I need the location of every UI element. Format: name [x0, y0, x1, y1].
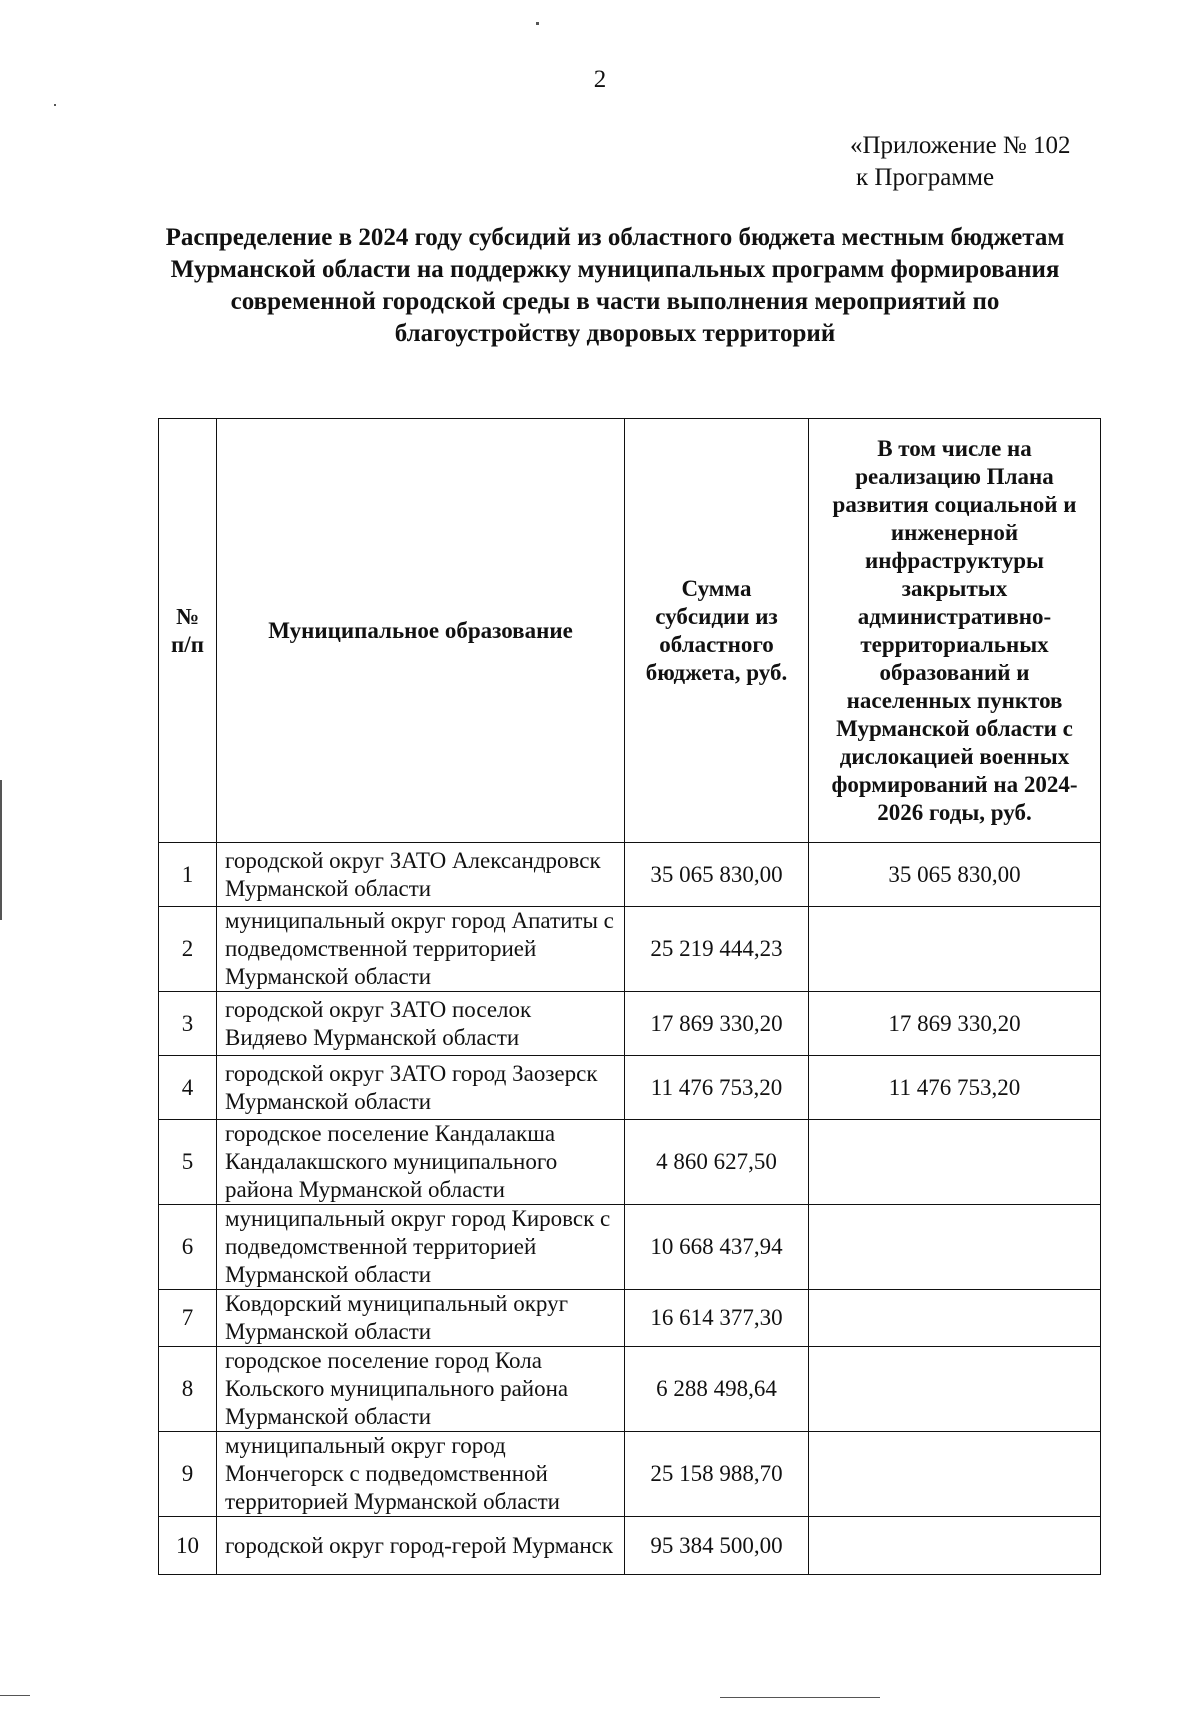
row-including — [809, 907, 1101, 992]
row-municipality: городской округ ЗАТО Александровск Мурманской области — [217, 843, 625, 907]
table-row — [159, 843, 1101, 907]
document-title: Распределение в 2024 году субсидий из областного бюджета местным бюджетам Мурманской области на поддержку муниципальных программ формирования современной городской среды в части выполнения мероприятий по благоустройству дворовых территорий — [165, 224, 1065, 347]
row-municipality: муниципальный округ город Апатиты с подведомственной территорией Мурманской области — [217, 907, 625, 992]
row-number: 3 — [159, 992, 217, 1056]
scan-mark — [0, 1695, 30, 1696]
row-including — [809, 1120, 1101, 1205]
subsidy-table — [158, 418, 1101, 1575]
table-row — [159, 1432, 1101, 1517]
row-subsidy-sum: 11 476 753,20 — [625, 1056, 809, 1120]
row-including — [809, 1517, 1101, 1575]
header-including: В том числе на реализацию Плана развития социальной и инженерной инфраструктуры закрытых административно-территориальных образований и населенных пунктов Мурманской области с дислокацией военных формирований на 2024-2026 годы, руб. — [809, 419, 1101, 843]
scan-mark — [536, 22, 539, 25]
row-number: 9 — [159, 1432, 217, 1517]
header-municipality: Муниципальное образование — [217, 419, 625, 843]
row-subsidy-sum: 35 065 830,00 — [625, 843, 809, 907]
row-subsidy-sum: 16 614 377,30 — [625, 1290, 809, 1347]
row-number: 2 — [159, 907, 217, 992]
row-including: 35 065 830,00 — [809, 843, 1101, 907]
row-subsidy-sum: 25 158 988,70 — [625, 1432, 809, 1517]
annex-line-1: «Приложение № 102 — [850, 132, 1071, 159]
page-number: 2 — [593, 66, 607, 93]
header-number: № п/п — [159, 419, 217, 843]
row-including: 11 476 753,20 — [809, 1056, 1101, 1120]
table-header-row — [159, 419, 1101, 843]
table-row — [159, 1517, 1101, 1575]
row-including — [809, 1205, 1101, 1290]
row-municipality: муниципальный округ город Мончегорск с подведомственной территорией Мурманской области — [217, 1432, 625, 1517]
row-subsidy-sum: 6 288 498,64 — [625, 1347, 809, 1432]
row-subsidy-sum: 4 860 627,50 — [625, 1120, 809, 1205]
row-number: 6 — [159, 1205, 217, 1290]
table-row — [159, 1205, 1101, 1290]
row-municipality: городское поселение город Кола Кольского муниципального района Мурманской области — [217, 1347, 625, 1432]
row-subsidy-sum: 25 219 444,23 — [625, 907, 809, 992]
row-including — [809, 1432, 1101, 1517]
header-subsidy-sum: Сумма субсидии из областного бюджета, руб. — [625, 419, 809, 843]
row-including — [809, 1347, 1101, 1432]
row-municipality: городской округ ЗАТО город Заозерск Мурманской области — [217, 1056, 625, 1120]
row-including — [809, 1290, 1101, 1347]
table-row — [159, 1347, 1101, 1432]
row-subsidy-sum: 10 668 437,94 — [625, 1205, 809, 1290]
row-number: 1 — [159, 843, 217, 907]
scan-mark — [54, 104, 56, 106]
table-row — [159, 992, 1101, 1056]
scan-mark — [0, 780, 2, 920]
annex-line-2: к Программе — [856, 164, 995, 191]
row-municipality: городское поселение Кандалакша Кандалакшского муниципального района Мурманской области — [217, 1120, 625, 1205]
row-subsidy-sum: 17 869 330,20 — [625, 992, 809, 1056]
row-municipality: городской округ ЗАТО поселок Видяево Мурманской области — [217, 992, 625, 1056]
table-row — [159, 1290, 1101, 1347]
row-number: 4 — [159, 1056, 217, 1120]
row-municipality: городской округ город-герой Мурманск — [217, 1517, 625, 1575]
scan-mark — [720, 1697, 880, 1698]
row-including: 17 869 330,20 — [809, 992, 1101, 1056]
row-subsidy-sum: 95 384 500,00 — [625, 1517, 809, 1575]
row-number: 7 — [159, 1290, 217, 1347]
row-municipality: Ковдорский муниципальный округ Мурманской области — [217, 1290, 625, 1347]
table-row — [159, 1120, 1101, 1205]
table-row — [159, 1056, 1101, 1120]
row-municipality: муниципальный округ город Кировск с подведомственной территорией Мурманской области — [217, 1205, 625, 1290]
row-number: 10 — [159, 1517, 217, 1575]
row-number: 8 — [159, 1347, 217, 1432]
table-row — [159, 907, 1101, 992]
annex-reference — [850, 130, 1071, 194]
row-number: 5 — [159, 1120, 217, 1205]
